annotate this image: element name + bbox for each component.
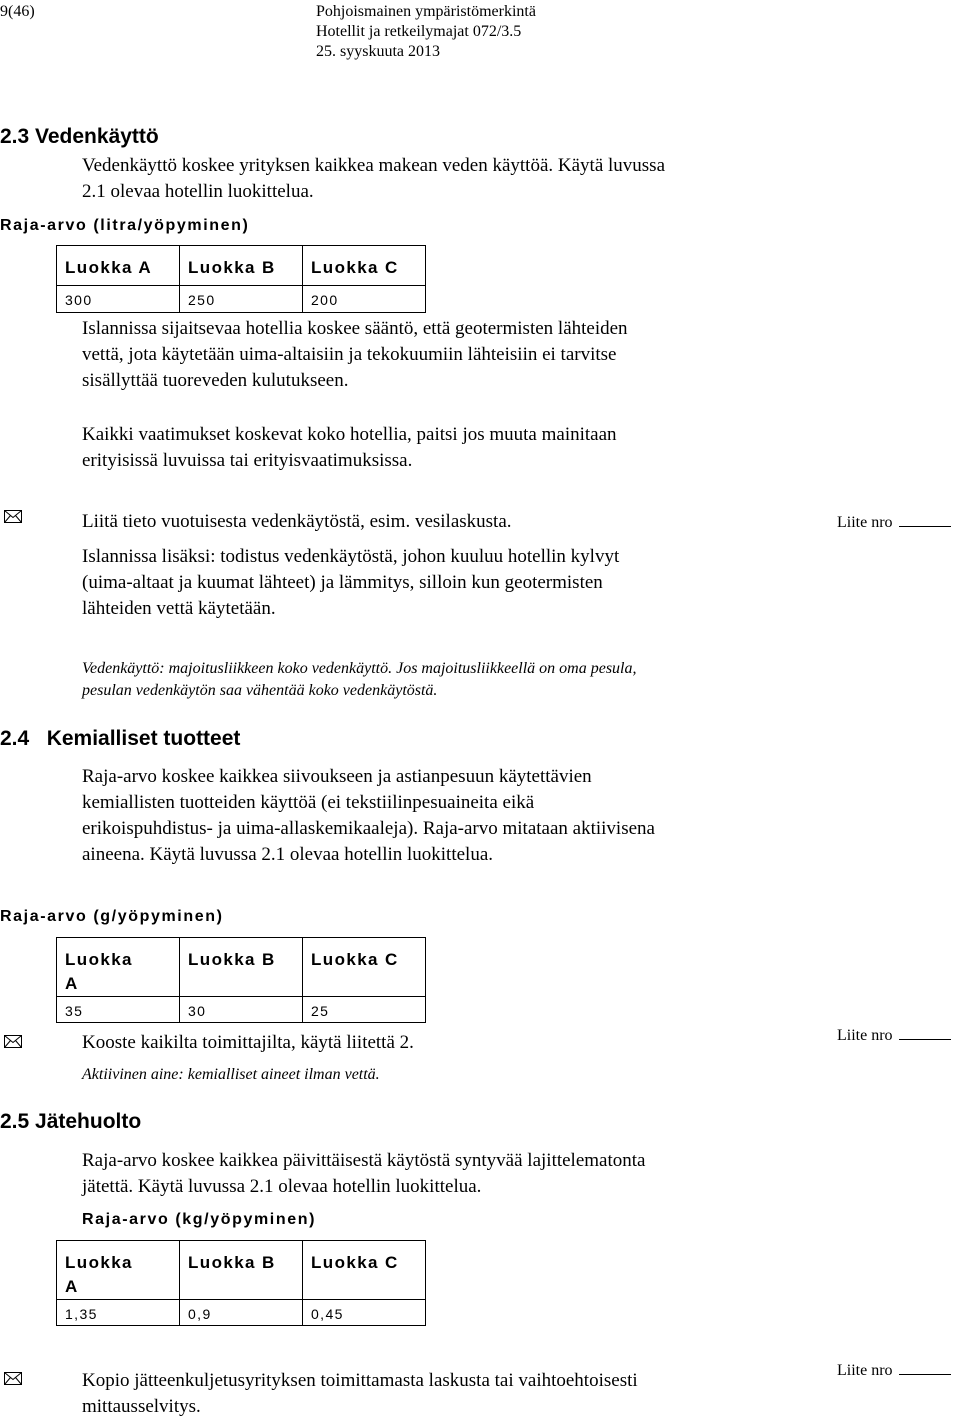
s23-note — [82, 658, 637, 702]
table-header-cell: Luokka B — [180, 1241, 303, 1300]
table-header-cell: Luokka B — [180, 938, 303, 997]
s23-limit-table — [56, 245, 426, 313]
table-cell: 250 — [180, 286, 303, 313]
text-line: kemiallisten tuotteiden käyttöä (ei tekstiilinpesuaineita eikä — [82, 792, 535, 813]
s24-paragraph — [82, 764, 655, 868]
text-line: Raja-arvo koskee kaikkea päivittäisestä käytöstä syntyvää lajittelematonta — [82, 1150, 646, 1171]
section-heading-2-4: 2.4 Kemialliset tuotteet — [0, 727, 241, 750]
s23-paragraph-1 — [82, 316, 628, 394]
s23-paragraph-3 — [82, 544, 619, 622]
header-org: Pohjoismainen ympäristömerkintä — [316, 3, 536, 20]
table-cell: 30 — [180, 997, 303, 1023]
header-line: Luokka — [65, 950, 133, 969]
header-line: A — [65, 974, 79, 993]
text-line: erityisissä luvuissa tai erityisvaatimuksissa. — [82, 450, 413, 471]
attachment-blank[interactable] — [899, 1360, 951, 1375]
text-line: Vedenkäyttö: majoitusliikkeen koko vedenkäyttö. Jos majoitusliikkeellä on oma pesula, — [82, 660, 637, 677]
section-heading-2-3: 2.3 Vedenkäyttö — [0, 125, 159, 148]
table-cell: 1,35 — [57, 1300, 180, 1326]
text-line: jätettä. Käytä luvussa 2.1 olevaa hotellin luokittelua. — [82, 1176, 482, 1197]
s25-requirement — [82, 1368, 638, 1420]
attachment-blank[interactable] — [899, 1025, 951, 1040]
s23-limit-label: Raja-arvo (litra/yöpyminen) — [0, 217, 250, 234]
section-heading-2-5: 2.5 Jätehuolto — [0, 1110, 142, 1133]
text-line: aineena. Käytä luvussa 2.1 olevaa hotellin luokittelua. — [82, 844, 494, 865]
envelope-icon — [4, 1372, 22, 1385]
text-line: (uima-altaat ja kuumat lähteet) ja lämmitys, silloin kun geotermisten — [82, 572, 603, 593]
text-line: sisällyttää tuoreveden kulutukseen. — [82, 370, 349, 391]
table-cell: 35 — [57, 997, 180, 1023]
table-cell: 25 — [303, 997, 426, 1023]
text-line: lähteiden vettä käytetään. — [82, 598, 276, 619]
table-header-cell: Luokka C — [303, 246, 426, 286]
text-line: Kopio jätteenkuljetusyrityksen toimittamasta laskusta tai vaihtoehtoisesti — [82, 1370, 638, 1391]
s24-limit-table — [56, 937, 426, 1023]
text-line: vettä, jota käytetään uima-altaisiin ja tekokuumiin lähteisiin ei tarvitse — [82, 344, 617, 365]
text-line: Islannissa sijaitsevaa hotellia koskee sääntö, että geotermisten lähteiden — [82, 318, 628, 339]
text-line: Raja-arvo koskee kaikkea siivoukseen ja astianpesuun käytettävien — [82, 766, 592, 787]
s23-intro-line-2: 2.1 olevaa hotellin luokittelua. — [82, 181, 314, 202]
s24-limit-label: Raja-arvo (g/yöpyminen) — [0, 908, 224, 925]
text-line: mittausselvitys. — [82, 1396, 201, 1417]
table-header-cell: Luokka A — [57, 246, 180, 286]
attachment-label: Liite nro — [837, 1362, 893, 1379]
attachment-number-field[interactable] — [837, 1025, 951, 1045]
text-line: erikoispuhdistus- ja uima-allaskemikaaleja). Raja-arvo mitataan aktiivisena — [82, 818, 655, 839]
table-header-cell: Luokka C — [303, 938, 426, 997]
header-line: A — [65, 1277, 79, 1296]
text-line: Kaikki vaatimukset koskevat koko hotellia, paitsi jos muuta mainitaan — [82, 424, 617, 445]
attachment-blank[interactable] — [899, 512, 951, 527]
header-date: 25. syyskuuta 2013 — [316, 43, 440, 60]
s24-requirement: Kooste kaikilta toimittajilta, käytä liitettä 2. — [82, 1032, 414, 1053]
table-cell: 0,9 — [180, 1300, 303, 1326]
envelope-icon — [4, 510, 22, 523]
table-cell: 200 — [303, 286, 426, 313]
attachment-number-field[interactable] — [837, 512, 951, 532]
page-number: 9(46) — [0, 3, 35, 20]
s23-paragraph-2 — [82, 422, 617, 474]
text-line: Islannissa lisäksi: todistus vedenkäytöstä, johon kuuluu hotellin kylvyt — [82, 546, 620, 567]
text-line: pesulan vedenkäytön saa vähentää koko vedenkäytöstä. — [82, 682, 438, 699]
s24-note: Aktiivinen aine: kemialliset aineet ilman vettä. — [82, 1066, 380, 1083]
attachment-label: Liite nro — [837, 1027, 893, 1044]
s23-requirement: Liitä tieto vuotuisesta vedenkäytöstä, esim. vesilaskusta. — [82, 511, 512, 532]
table-cell: 300 — [57, 286, 180, 313]
envelope-icon — [4, 1035, 22, 1048]
s25-limit-table — [56, 1240, 426, 1326]
header-line: Luokka — [65, 1253, 133, 1272]
table-header-cell: Luokka C — [303, 1241, 426, 1300]
table-header-cell — [57, 938, 180, 997]
attachment-number-field[interactable] — [837, 1360, 951, 1380]
header-doc: Hotellit ja retkeilymajat 072/3.5 — [316, 23, 522, 40]
table-header-cell — [57, 1241, 180, 1300]
s23-intro-line-1: Vedenkäyttö koskee yrityksen kaikkea makean veden käyttöä. Käytä luvussa — [82, 155, 666, 176]
table-cell: 0,45 — [303, 1300, 426, 1326]
s25-paragraph — [82, 1148, 645, 1200]
table-header-cell: Luokka B — [180, 246, 303, 286]
attachment-label: Liite nro — [837, 514, 893, 531]
s25-limit-label: Raja-arvo (kg/yöpyminen) — [82, 1211, 317, 1228]
